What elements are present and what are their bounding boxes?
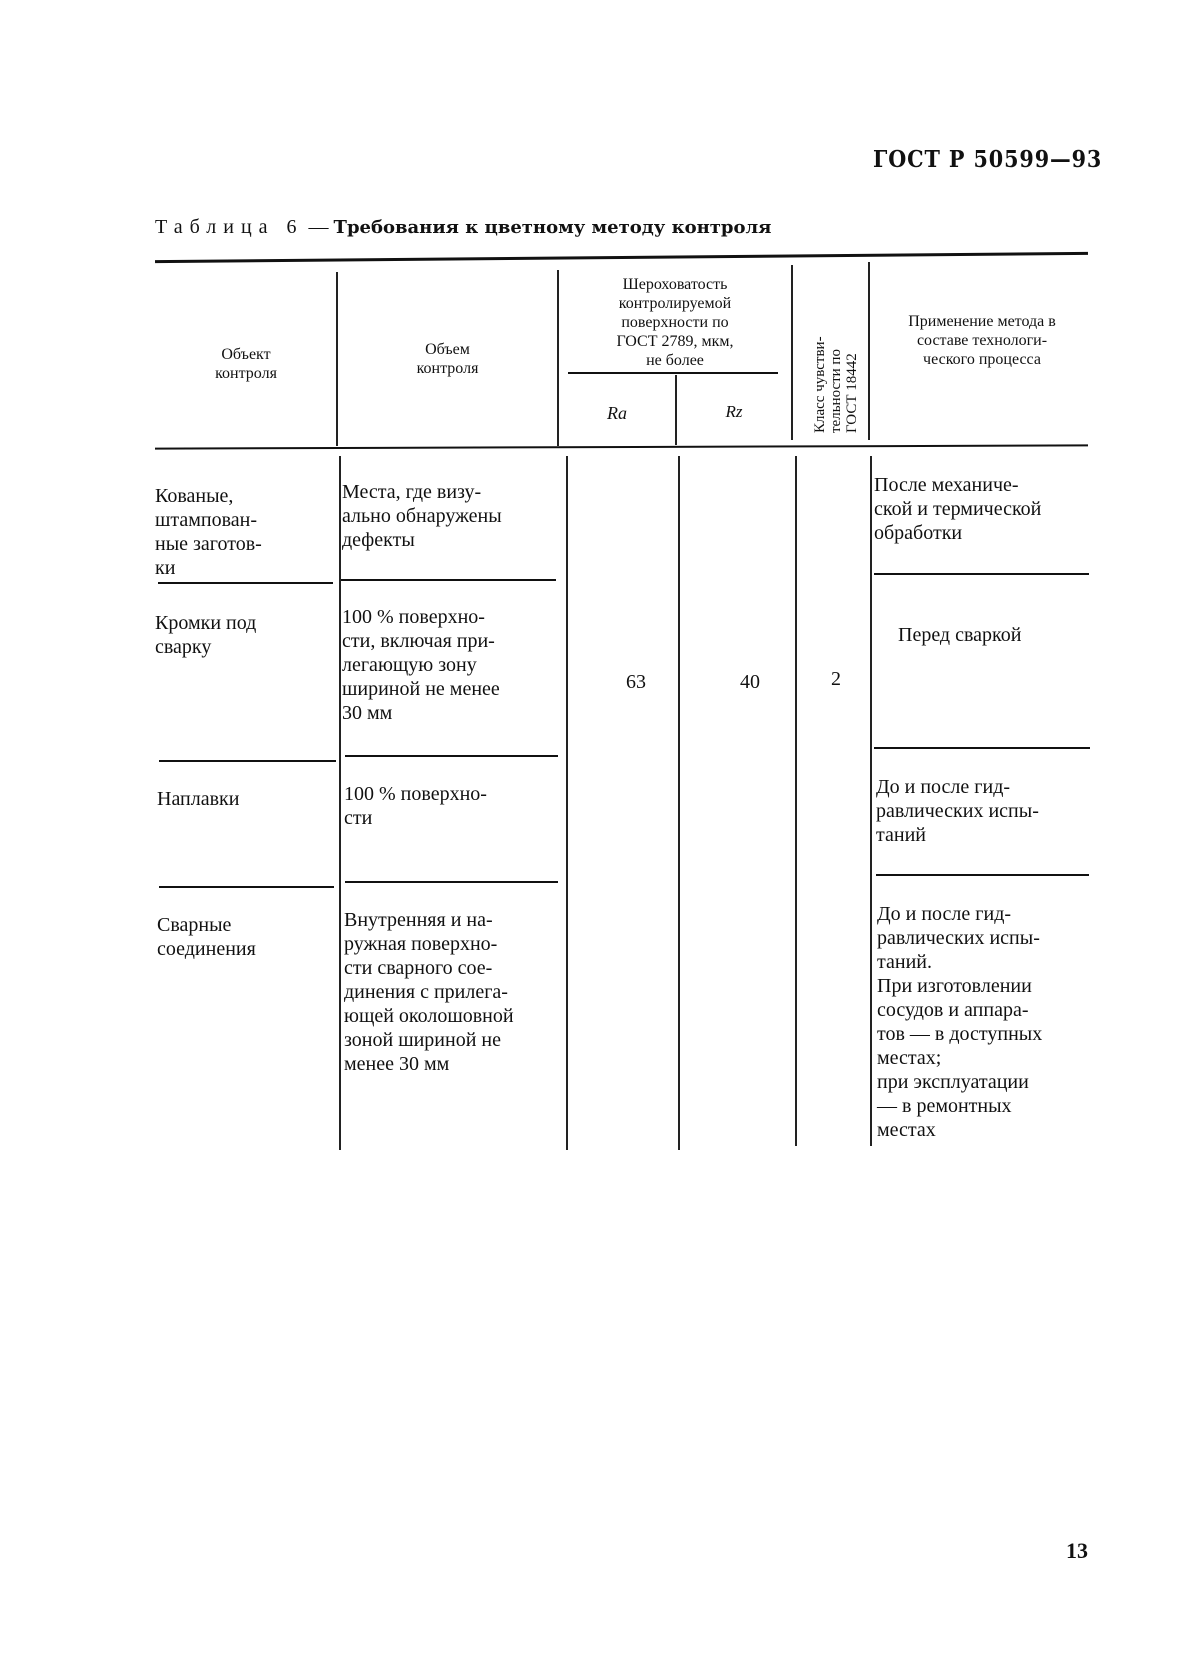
row-object: Наплавки [157, 788, 240, 810]
row-rule [874, 573, 1089, 575]
row-application: После механиче- ской и термической обработки [874, 474, 1042, 544]
col-header-ra: Ra [607, 403, 627, 423]
ra-value: 63 [626, 671, 646, 693]
body-divider [870, 456, 872, 1146]
col-header-object: Объект контроля [215, 346, 277, 382]
header-bottom-rule [155, 444, 1088, 449]
caption-label: Таблица 6 [155, 216, 304, 238]
col-header-roughness: Шероховатость контролируемой поверхности по ГОСТ 2789, мкм, не более [616, 276, 734, 369]
table-top-rule [155, 252, 1088, 263]
row-scope: 100 % поверхно- сти, включая при- легающую зону шириной не менее 30 мм [342, 606, 500, 724]
header-divider [791, 265, 793, 440]
row-application: До и после гид- равлических испы- таний [876, 776, 1039, 846]
row-rule [159, 886, 334, 888]
roughness-subrule [568, 372, 778, 374]
body-divider [339, 456, 341, 1150]
table-caption [155, 216, 771, 239]
row-rule [874, 747, 1090, 749]
row-object: Кромки под сварку [155, 612, 257, 658]
header-divider [336, 272, 338, 446]
caption-dash: — [303, 216, 334, 238]
header-divider [868, 262, 870, 440]
row-object: Сварные соединения [157, 914, 256, 960]
row-rule [341, 579, 556, 581]
col-header-rz: Rz [725, 402, 743, 421]
caption-title: Требования к цветному методу контроля [333, 217, 772, 238]
standard-number: ГОСТ Р 50599—93 [873, 146, 1103, 173]
body-divider [678, 456, 680, 1150]
col-header-application: Применение метода в составе технологи- ческого процесса [908, 313, 1056, 368]
row-rule [158, 582, 333, 584]
row-scope: 100 % поверхно- сти [344, 783, 487, 829]
row-rule [345, 881, 558, 883]
page-number: 13 [1066, 1538, 1088, 1563]
row-scope: Места, где визу- ально обнаружены дефекты [342, 481, 502, 551]
sensitivity-value: 2 [831, 668, 841, 690]
header-divider [675, 375, 677, 445]
row-rule [345, 755, 558, 757]
body-divider [795, 456, 797, 1146]
body-divider [566, 456, 568, 1150]
row-object: Кованые, штампован- ные заготов- ки [155, 485, 262, 579]
rz-value: 40 [740, 671, 760, 693]
row-application: Перед сваркой [898, 624, 1022, 646]
row-scope: Внутренняя и на- ружная поверхно- сти сварного сое- динения с прилега- ющей околошовной зоной шириной не менее 30 мм [344, 909, 514, 1075]
col-header-sensitivity: Класс чувстви- тельности по ГОСТ 18442 [812, 336, 860, 433]
row-application: До и после гид- равлических испы- таний. При изготовлении сосудов и аппара- тов — в доступных местах; при эксплуатации — в ремонтных местах [877, 903, 1043, 1141]
col-header-scope: Объем контроля [416, 341, 479, 377]
row-rule [159, 760, 336, 762]
row-rule [876, 874, 1089, 876]
header-divider [557, 270, 559, 446]
